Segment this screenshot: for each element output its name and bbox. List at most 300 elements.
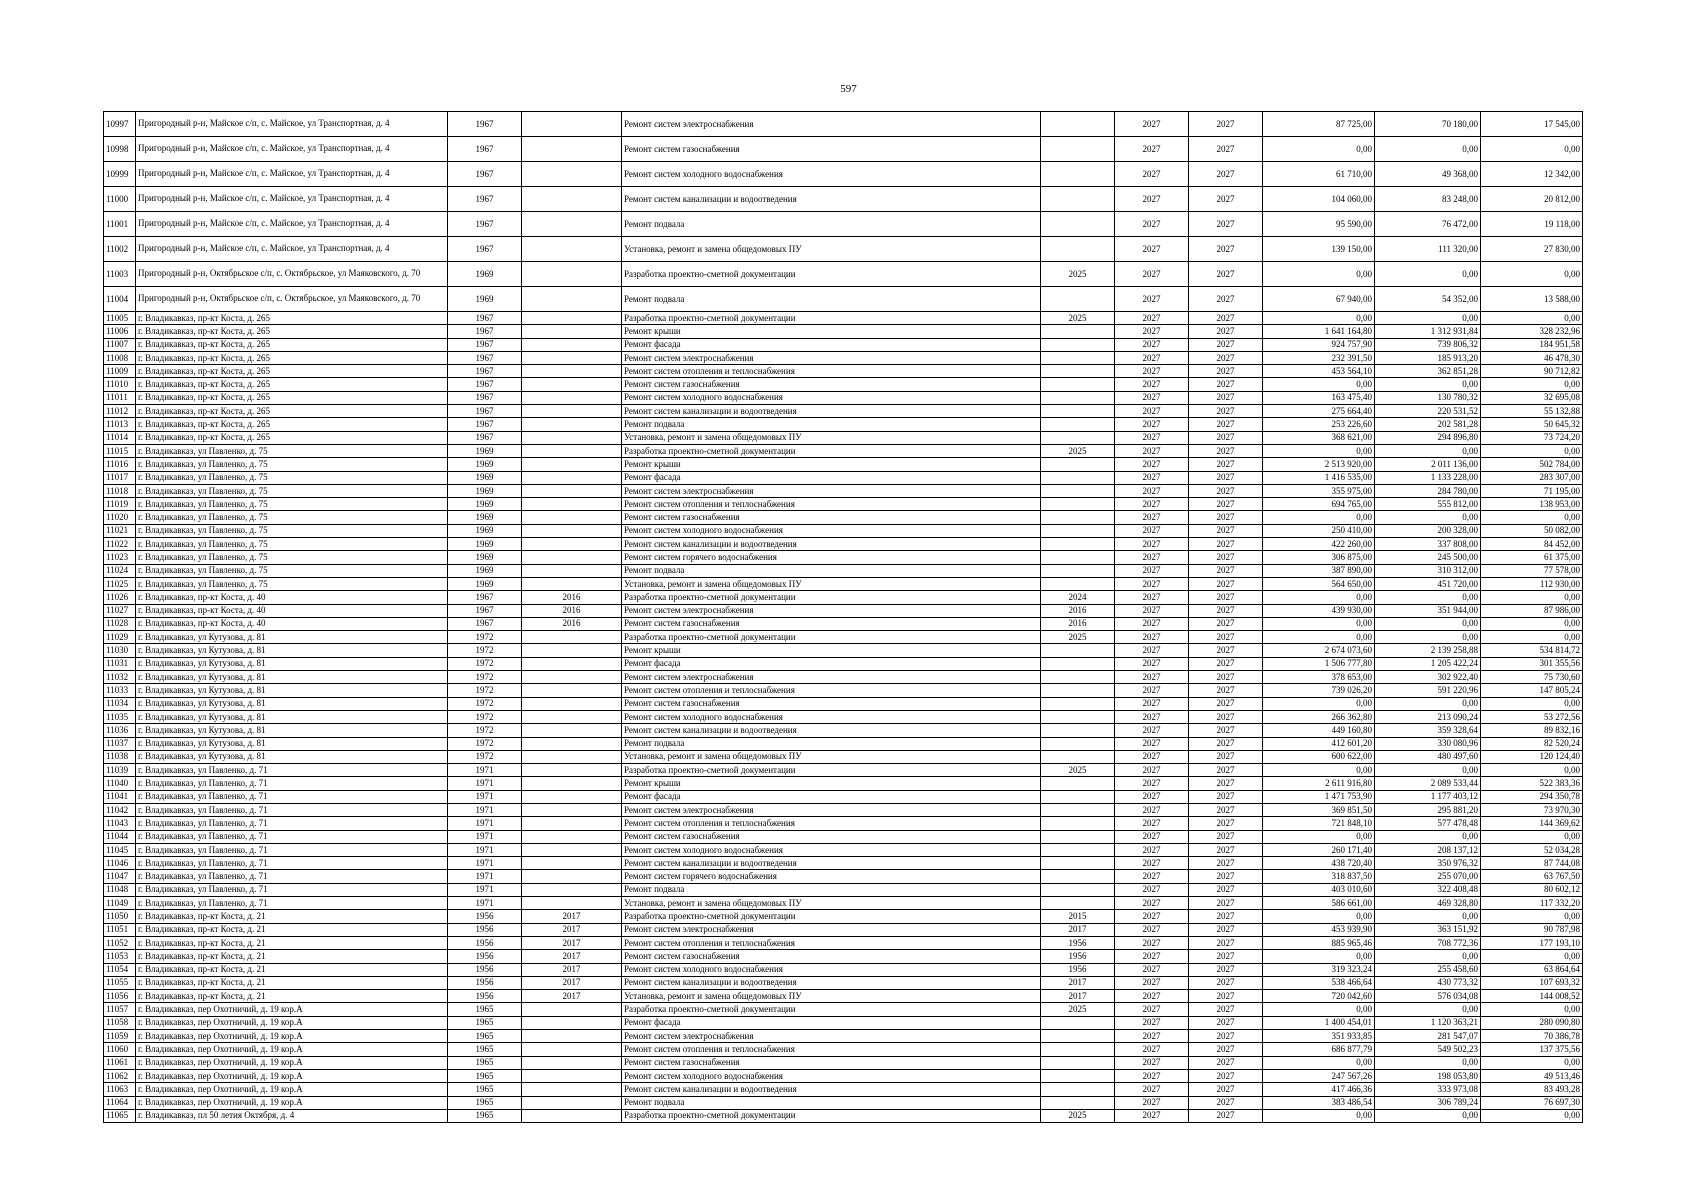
build-year-cell: 1969 [448,511,522,524]
plan-year-to-cell: 2027 [1189,564,1263,577]
table-row [104,524,1583,537]
fund-amount-cell: 0,00 [1375,444,1481,457]
plan-year-to-cell: 2027 [1189,471,1263,484]
table-row [104,484,1583,497]
address-cell: г. Владикавказ, ул Павленко, д. 71 [136,857,448,870]
work-type-cell: Ремонт подвала [622,883,1041,896]
fund-amount-cell: 322 408,48 [1375,883,1481,896]
work-type-cell: Ремонт фасада [622,1016,1041,1029]
address-cell: г. Владикавказ, пер Охотничий, д. 19 кор.А [136,1083,448,1096]
plan-year-from-cell: 2027 [1115,870,1189,883]
table-row [104,843,1583,856]
plan-year-from-cell: 2027 [1115,405,1189,418]
address-cell: г. Владикавказ, ул Павленко, д. 75 [136,551,448,564]
fund-amount-cell: 577 478,48 [1375,817,1481,830]
plan-year-to-cell: 2027 [1189,237,1263,262]
design-year-cell [1041,162,1115,187]
plan-year-to-cell: 2027 [1189,325,1263,338]
row-number-cell: 11030 [104,644,136,657]
work-type-cell: Ремонт систем канализации и водоотведения [622,976,1041,989]
plan-year-from-cell: 2027 [1115,617,1189,630]
build-year-cell: 1967 [448,365,522,378]
work-type-cell: Ремонт систем холодного водоснабжения [622,391,1041,404]
plan-year-from-cell: 2027 [1115,1030,1189,1043]
design-year-cell [1041,1016,1115,1029]
build-year-cell: 1967 [448,351,522,364]
build-year-cell: 1969 [448,262,522,287]
row-number-cell: 11037 [104,737,136,750]
owner-amount-cell: 63 864,64 [1481,963,1583,976]
row-number-cell: 11064 [104,1096,136,1109]
work-type-cell: Ремонт систем газоснабжения [622,617,1041,630]
fund-amount-cell: 0,00 [1375,830,1481,843]
design-year-cell: 2017 [1041,976,1115,989]
work-type-cell: Ремонт фасада [622,338,1041,351]
address-cell: г. Владикавказ, пр-кт Коста, д. 21 [136,990,448,1003]
address-cell: г. Владикавказ, ул Кутузова, д. 81 [136,750,448,763]
design-year-cell: 1956 [1041,936,1115,949]
work-type-cell: Разработка проектно-сметной документации [622,1109,1041,1122]
owner-amount-cell: 90 787,98 [1481,923,1583,936]
plan-year-to-cell: 2027 [1189,162,1263,187]
design-year-cell: 2017 [1041,923,1115,936]
row-number-cell: 11033 [104,684,136,697]
build-year-cell: 1967 [448,405,522,418]
plan-year-from-cell: 2027 [1115,212,1189,237]
work-type-cell: Ремонт крыши [622,325,1041,338]
build-year-cell: 1965 [448,1030,522,1043]
previous-repair-year-cell [522,511,622,524]
row-number-cell: 11024 [104,564,136,577]
build-year-cell: 1972 [448,697,522,710]
build-year-cell: 1972 [448,724,522,737]
owner-amount-cell: 112 930,00 [1481,577,1583,590]
fund-amount-cell: 0,00 [1375,764,1481,777]
owner-amount-cell: 19 118,00 [1481,212,1583,237]
fund-amount-cell: 0,00 [1375,137,1481,162]
design-year-cell: 2025 [1041,444,1115,457]
plan-year-from-cell: 2027 [1115,137,1189,162]
previous-repair-year-cell [522,524,622,537]
previous-repair-year-cell [522,498,622,511]
table-row [104,1030,1583,1043]
plan-year-to-cell: 2027 [1189,883,1263,896]
design-year-cell: 2025 [1041,631,1115,644]
fund-amount-cell: 83 248,00 [1375,187,1481,212]
row-number-cell: 11021 [104,524,136,537]
address-cell: Пригородный р-н, Майское с/п, с. Майское, ул Транспортная, д. 4 [136,212,448,237]
row-number-cell: 11005 [104,312,136,325]
previous-repair-year-cell [522,684,622,697]
plan-year-from-cell: 2027 [1115,724,1189,737]
plan-year-from-cell: 2027 [1115,378,1189,391]
build-year-cell: 1969 [448,498,522,511]
previous-repair-year-cell: 2016 [522,591,622,604]
total-cost-cell: 247 567,26 [1263,1069,1375,1082]
row-number-cell: 11051 [104,923,136,936]
total-cost-cell: 61 710,00 [1263,162,1375,187]
table-body [104,112,1583,1123]
row-number-cell: 11006 [104,325,136,338]
build-year-cell: 1967 [448,378,522,391]
plan-year-from-cell: 2027 [1115,524,1189,537]
previous-repair-year-cell [522,237,622,262]
previous-repair-year-cell [522,551,622,564]
owner-amount-cell: 0,00 [1481,312,1583,325]
work-type-cell: Ремонт систем газоснабжения [622,137,1041,162]
work-type-cell: Ремонт подвала [622,212,1041,237]
row-number-cell: 11047 [104,870,136,883]
total-cost-cell: 439 930,00 [1263,604,1375,617]
total-cost-cell: 319 323,24 [1263,963,1375,976]
previous-repair-year-cell [522,471,622,484]
address-cell: г. Владикавказ, ул Павленко, д. 71 [136,830,448,843]
build-year-cell: 1969 [448,577,522,590]
build-year-cell: 1965 [448,1083,522,1096]
plan-year-to-cell: 2027 [1189,843,1263,856]
address-cell: г. Владикавказ, ул Павленко, д. 71 [136,790,448,803]
total-cost-cell: 0,00 [1263,137,1375,162]
plan-year-to-cell: 2027 [1189,524,1263,537]
plan-year-from-cell: 2027 [1115,418,1189,431]
address-cell: г. Владикавказ, ул Павленко, д. 75 [136,458,448,471]
previous-repair-year-cell [522,431,622,444]
row-number-cell: 11029 [104,631,136,644]
plan-year-from-cell: 2027 [1115,112,1189,137]
work-type-cell: Ремонт систем электроснабжения [622,923,1041,936]
row-number-cell: 11016 [104,458,136,471]
plan-year-to-cell: 2027 [1189,312,1263,325]
owner-amount-cell: 61 375,00 [1481,551,1583,564]
address-cell: Пригородный р-н, Майское с/п, с. Майское, ул Транспортная, д. 4 [136,112,448,137]
plan-year-to-cell: 2027 [1189,1083,1263,1096]
previous-repair-year-cell [522,697,622,710]
total-cost-cell: 0,00 [1263,764,1375,777]
fund-amount-cell: 76 472,00 [1375,212,1481,237]
row-number-cell: 11045 [104,843,136,856]
build-year-cell: 1972 [448,671,522,684]
total-cost-cell: 387 890,00 [1263,564,1375,577]
work-type-cell: Ремонт систем газоснабжения [622,378,1041,391]
plan-year-from-cell: 2027 [1115,604,1189,617]
fund-amount-cell: 351 944,00 [1375,604,1481,617]
owner-amount-cell: 52 034,28 [1481,843,1583,856]
table-row [104,936,1583,949]
plan-year-to-cell: 2027 [1189,1056,1263,1069]
owner-amount-cell: 137 375,56 [1481,1043,1583,1056]
fund-amount-cell: 0,00 [1375,591,1481,604]
design-year-cell [1041,137,1115,162]
plan-year-from-cell: 2027 [1115,551,1189,564]
address-cell: г. Владикавказ, пл 50 летия Октября, д. 4 [136,1109,448,1122]
fund-amount-cell: 576 034,08 [1375,990,1481,1003]
table-row [104,990,1583,1003]
total-cost-cell: 453 564,10 [1263,365,1375,378]
owner-amount-cell: 0,00 [1481,511,1583,524]
total-cost-cell: 383 486,54 [1263,1096,1375,1109]
fund-amount-cell: 0,00 [1375,378,1481,391]
row-number-cell: 11004 [104,287,136,312]
table-row [104,1083,1583,1096]
work-type-cell: Ремонт систем канализации и водоотведения [622,724,1041,737]
previous-repair-year-cell [522,538,622,551]
total-cost-cell: 1 416 535,00 [1263,471,1375,484]
row-number-cell: 11015 [104,444,136,457]
plan-year-to-cell: 2027 [1189,112,1263,137]
plan-year-from-cell: 2027 [1115,577,1189,590]
previous-repair-year-cell [522,803,622,816]
table-row [104,351,1583,364]
previous-repair-year-cell [522,365,622,378]
table-row [104,137,1583,162]
row-number-cell: 11036 [104,724,136,737]
plan-year-to-cell: 2027 [1189,750,1263,763]
fund-amount-cell: 0,00 [1375,950,1481,963]
build-year-cell: 1956 [448,990,522,1003]
row-number-cell: 11057 [104,1003,136,1016]
build-year-cell: 1967 [448,187,522,212]
plan-year-to-cell: 2027 [1189,990,1263,1003]
fund-amount-cell: 480 497,60 [1375,750,1481,763]
design-year-cell: 2024 [1041,591,1115,604]
work-type-cell: Разработка проектно-сметной документации [622,591,1041,604]
row-number-cell: 11022 [104,538,136,551]
work-type-cell: Ремонт систем газоснабжения [622,511,1041,524]
fund-amount-cell: 213 090,24 [1375,710,1481,723]
table-row [104,237,1583,262]
table-row [104,551,1583,564]
fund-amount-cell: 281 547,07 [1375,1030,1481,1043]
build-year-cell: 1969 [448,524,522,537]
plan-year-from-cell: 2027 [1115,1069,1189,1082]
row-number-cell: 11041 [104,790,136,803]
plan-year-from-cell: 2027 [1115,1003,1189,1016]
plan-year-to-cell: 2027 [1189,338,1263,351]
table-row [104,1096,1583,1109]
plan-year-from-cell: 2027 [1115,351,1189,364]
owner-amount-cell: 177 193,10 [1481,936,1583,949]
previous-repair-year-cell [522,790,622,803]
design-year-cell [1041,671,1115,684]
owner-amount-cell: 71 195,00 [1481,484,1583,497]
previous-repair-year-cell [522,750,622,763]
address-cell: г. Владикавказ, пр-кт Коста, д. 40 [136,591,448,604]
design-year-cell [1041,524,1115,537]
total-cost-cell: 306 875,00 [1263,551,1375,564]
build-year-cell: 1965 [448,1109,522,1122]
total-cost-cell: 0,00 [1263,910,1375,923]
owner-amount-cell: 328 232,96 [1481,325,1583,338]
plan-year-to-cell: 2027 [1189,764,1263,777]
owner-amount-cell: 0,00 [1481,764,1583,777]
plan-year-to-cell: 2027 [1189,790,1263,803]
plan-year-to-cell: 2027 [1189,1003,1263,1016]
table-row [104,897,1583,910]
total-cost-cell: 0,00 [1263,511,1375,524]
design-year-cell [1041,405,1115,418]
total-cost-cell: 232 391,50 [1263,351,1375,364]
address-cell: г. Владикавказ, ул Кутузова, д. 81 [136,631,448,644]
row-number-cell: 11060 [104,1043,136,1056]
design-year-cell [1041,1030,1115,1043]
previous-repair-year-cell [522,724,622,737]
plan-year-from-cell: 2027 [1115,897,1189,910]
fund-amount-cell: 363 151,92 [1375,923,1481,936]
build-year-cell: 1969 [448,551,522,564]
row-number-cell: 11063 [104,1083,136,1096]
work-type-cell: Ремонт систем газоснабжения [622,830,1041,843]
previous-repair-year-cell [522,657,622,670]
fund-amount-cell: 330 080,96 [1375,737,1481,750]
plan-year-to-cell: 2027 [1189,604,1263,617]
fund-amount-cell: 208 137,12 [1375,843,1481,856]
row-number-cell: 11025 [104,577,136,590]
design-year-cell [1041,750,1115,763]
previous-repair-year-cell [522,287,622,312]
row-number-cell: 11043 [104,817,136,830]
row-number-cell: 11035 [104,710,136,723]
design-year-cell [1041,1069,1115,1082]
build-year-cell: 1965 [448,1043,522,1056]
address-cell: г. Владикавказ, ул Павленко, д. 71 [136,843,448,856]
total-cost-cell: 318 837,50 [1263,870,1375,883]
plan-year-to-cell: 2027 [1189,671,1263,684]
row-number-cell: 11007 [104,338,136,351]
total-cost-cell: 438 720,40 [1263,857,1375,870]
owner-amount-cell: 87 744,08 [1481,857,1583,870]
previous-repair-year-cell: 2017 [522,910,622,923]
row-number-cell: 11023 [104,551,136,564]
build-year-cell: 1971 [448,897,522,910]
work-type-cell: Ремонт систем отопления и теплоснабжения [622,498,1041,511]
plan-year-to-cell: 2027 [1189,830,1263,843]
plan-year-to-cell: 2027 [1189,365,1263,378]
fund-amount-cell: 245 500,00 [1375,551,1481,564]
work-type-cell: Ремонт систем холодного водоснабжения [622,162,1041,187]
work-type-cell: Ремонт систем отопления и теплоснабжения [622,817,1041,830]
total-cost-cell: 104 060,00 [1263,187,1375,212]
plan-year-from-cell: 2027 [1115,950,1189,963]
work-type-cell: Ремонт подвала [622,737,1041,750]
previous-repair-year-cell: 2017 [522,990,622,1003]
owner-amount-cell: 55 132,88 [1481,405,1583,418]
owner-amount-cell: 144 369,62 [1481,817,1583,830]
design-year-cell [1041,287,1115,312]
fund-amount-cell: 1 205 422,24 [1375,657,1481,670]
total-cost-cell: 2 674 073,60 [1263,644,1375,657]
work-type-cell: Разработка проектно-сметной документации [622,1003,1041,1016]
owner-amount-cell: 32 695,08 [1481,391,1583,404]
table-row [104,577,1583,590]
build-year-cell: 1956 [448,950,522,963]
owner-amount-cell: 0,00 [1481,137,1583,162]
row-number-cell: 11013 [104,418,136,431]
total-cost-cell: 600 622,00 [1263,750,1375,763]
design-year-cell [1041,870,1115,883]
row-number-cell: 11028 [104,617,136,630]
previous-repair-year-cell [522,870,622,883]
address-cell: г. Владикавказ, пер Охотничий, д. 19 кор.А [136,1030,448,1043]
table-row [104,684,1583,697]
table-row [104,870,1583,883]
owner-amount-cell: 0,00 [1481,444,1583,457]
fund-amount-cell: 306 789,24 [1375,1096,1481,1109]
row-number-cell: 11001 [104,212,136,237]
plan-year-from-cell: 2027 [1115,391,1189,404]
previous-repair-year-cell: 2017 [522,923,622,936]
owner-amount-cell: 75 730,60 [1481,671,1583,684]
plan-year-from-cell: 2027 [1115,657,1189,670]
build-year-cell: 1971 [448,843,522,856]
address-cell: г. Владикавказ, ул Кутузова, д. 81 [136,644,448,657]
owner-amount-cell: 0,00 [1481,1056,1583,1069]
design-year-cell: 2015 [1041,910,1115,923]
previous-repair-year-cell [522,325,622,338]
total-cost-cell: 0,00 [1263,1003,1375,1016]
design-year-cell: 2016 [1041,604,1115,617]
previous-repair-year-cell [522,378,622,391]
address-cell: г. Владикавказ, ул Павленко, д. 75 [136,471,448,484]
total-cost-cell: 355 975,00 [1263,484,1375,497]
work-type-cell: Ремонт систем холодного водоснабжения [622,1069,1041,1082]
plan-year-to-cell: 2027 [1189,963,1263,976]
address-cell: г. Владикавказ, пр-кт Коста, д. 21 [136,950,448,963]
design-year-cell: 2025 [1041,312,1115,325]
table-row [104,617,1583,630]
plan-year-to-cell: 2027 [1189,538,1263,551]
table-row [104,1056,1583,1069]
design-year-cell [1041,378,1115,391]
table-row [104,338,1583,351]
plan-year-from-cell: 2027 [1115,287,1189,312]
owner-amount-cell: 283 307,00 [1481,471,1583,484]
total-cost-cell: 686 877,79 [1263,1043,1375,1056]
address-cell: г. Владикавказ, пр-кт Коста, д. 265 [136,405,448,418]
table-row [104,162,1583,187]
work-type-cell: Установка, ремонт и замена общедомовых ПУ [622,237,1041,262]
table-row [104,910,1583,923]
build-year-cell: 1969 [448,484,522,497]
design-year-cell [1041,1043,1115,1056]
total-cost-cell: 163 475,40 [1263,391,1375,404]
total-cost-cell: 0,00 [1263,1056,1375,1069]
total-cost-cell: 586 661,00 [1263,897,1375,910]
previous-repair-year-cell [522,883,622,896]
build-year-cell: 1969 [448,564,522,577]
fund-amount-cell: 1 312 931,84 [1375,325,1481,338]
previous-repair-year-cell [522,391,622,404]
table-row [104,325,1583,338]
plan-year-from-cell: 2027 [1115,990,1189,1003]
design-year-cell: 2025 [1041,262,1115,287]
design-year-cell [1041,817,1115,830]
owner-amount-cell: 502 784,00 [1481,458,1583,471]
work-type-cell: Ремонт крыши [622,458,1041,471]
table-row [104,790,1583,803]
address-cell: г. Владикавказ, ул Кутузова, д. 81 [136,671,448,684]
build-year-cell: 1967 [448,591,522,604]
build-year-cell: 1972 [448,644,522,657]
work-type-cell: Ремонт систем электроснабжения [622,1030,1041,1043]
table-row [104,418,1583,431]
work-type-cell: Ремонт систем газоснабжения [622,950,1041,963]
total-cost-cell: 449 160,80 [1263,724,1375,737]
build-year-cell: 1956 [448,976,522,989]
fund-amount-cell: 202 581,28 [1375,418,1481,431]
total-cost-cell: 412 601,20 [1263,737,1375,750]
design-year-cell: 1956 [1041,963,1115,976]
build-year-cell: 1971 [448,803,522,816]
